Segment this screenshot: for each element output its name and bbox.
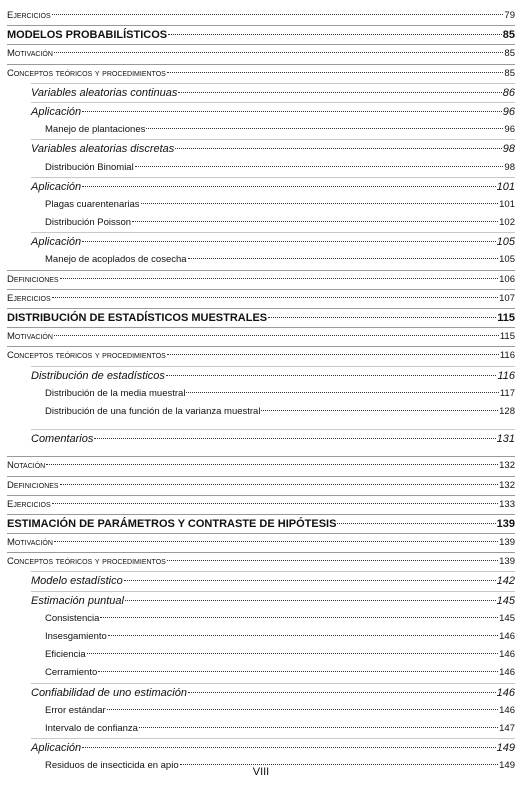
toc-entry-title: Motivación <box>7 48 53 60</box>
toc-entry[interactable] <box>7 214 515 232</box>
toc-entry[interactable] <box>7 65 515 83</box>
toc-entry[interactable] <box>7 196 515 214</box>
toc-entry-page: 142 <box>496 575 515 588</box>
toc-entry-page: 146 <box>499 667 515 679</box>
toc-entry[interactable] <box>7 271 515 289</box>
toc-entry-title: Distribución Binomial <box>45 161 134 173</box>
toc-entry-page: 101 <box>499 198 515 210</box>
toc-entry-page: 146 <box>499 631 515 642</box>
toc-entry-page: 107 <box>499 292 515 304</box>
toc-entry-title: Distribución de una función de la varianza muestral <box>45 405 261 417</box>
toc-entry[interactable] <box>7 592 515 610</box>
dot-leader <box>46 464 498 465</box>
toc-entry[interactable] <box>7 457 515 475</box>
toc-entry-page: 145 <box>496 594 515 607</box>
dot-leader <box>175 148 501 149</box>
toc-entry-title: Confiabilidad de uno estimación <box>31 686 187 699</box>
dot-leader <box>186 392 498 393</box>
toc-entry-page: 128 <box>499 405 515 417</box>
table-of-contents <box>7 7 515 776</box>
toc-entry[interactable] <box>7 7 515 25</box>
dot-leader <box>100 617 498 618</box>
dot-leader <box>135 166 504 167</box>
page-number: VIII <box>252 766 270 778</box>
toc-entry-title: Manejo de acoplados de cosecha <box>45 254 187 266</box>
toc-entry-page: 98 <box>502 143 515 156</box>
toc-entry-title: Aplicación <box>31 742 82 755</box>
dot-leader <box>139 727 498 728</box>
dot-leader <box>54 335 499 336</box>
toc-entry-title: Ejercicios <box>7 292 51 304</box>
toc-entry-page: 149 <box>496 742 515 755</box>
toc-entry-page: 105 <box>496 236 515 249</box>
toc-entry-title: Intervalo de confianza <box>45 722 138 734</box>
toc-entry-title: Aplicación <box>31 180 82 193</box>
toc-entry-page: 115 <box>497 312 515 324</box>
toc-entry-page: 132 <box>499 460 515 472</box>
dot-leader <box>98 671 498 672</box>
toc-entry-title: Comentarios <box>31 433 94 446</box>
toc-entry-page: 96 <box>504 124 515 136</box>
dot-leader <box>52 503 498 504</box>
toc-entry[interactable] <box>7 430 515 448</box>
toc-entry[interactable] <box>7 515 515 533</box>
toc-entry-page: 147 <box>499 722 515 734</box>
toc-entry-page: 101 <box>496 180 515 193</box>
toc-entry-page: 102 <box>499 217 515 229</box>
dot-leader <box>261 410 498 411</box>
toc-entry-page: 132 <box>499 479 515 491</box>
dot-leader <box>125 600 496 601</box>
toc-entry-title: Conceptos teóricos y procedimientos <box>7 350 166 362</box>
dot-leader <box>52 297 498 298</box>
toc-entry-page: 96 <box>502 105 515 118</box>
toc-entry[interactable] <box>7 664 515 682</box>
toc-entry-title: Variables aleatorias discretas <box>31 143 175 156</box>
toc-entry-title: Cerramiento <box>45 667 98 679</box>
toc-entry-title: Residuos de insecticida en apio <box>45 760 179 772</box>
toc-entry-page: 115 <box>499 331 515 343</box>
toc-entry-title: Motivación <box>7 537 53 549</box>
toc-entry[interactable] <box>7 45 515 63</box>
dot-leader <box>168 34 502 35</box>
toc-entry-title: Manejo de plantaciones <box>45 124 146 136</box>
toc-entry-page: 146 <box>496 686 515 699</box>
toc-entry-title: ESTIMACIÓN DE PARÁMETROS Y CONTRASTE DE HIPÓTESIS <box>7 517 337 530</box>
toc-entry-page: 105 <box>499 254 515 266</box>
dot-leader <box>188 258 499 259</box>
toc-entry[interactable] <box>7 103 515 121</box>
toc-entry-title: MODELOS PROBABILÍSTICOS <box>7 29 168 42</box>
toc-entry-page: 146 <box>499 649 515 661</box>
toc-entry-page: 139 <box>499 537 515 549</box>
toc-entry[interactable] <box>7 385 515 403</box>
dot-leader <box>166 375 497 376</box>
toc-entry-title: Aplicación <box>31 105 82 118</box>
toc-entry[interactable] <box>7 328 515 346</box>
toc-entry-page: 131 <box>496 433 515 446</box>
toc-entry-title: Definiciones <box>7 479 59 491</box>
toc-entry-title: Insesgamiento <box>45 631 107 642</box>
toc-entry[interactable] <box>7 233 515 251</box>
toc-entry-title: Motivación <box>7 331 53 343</box>
toc-entry[interactable] <box>7 553 515 571</box>
toc-entry-title: Distribución de estadísticos <box>31 369 165 382</box>
dot-leader <box>82 747 496 748</box>
toc-entry[interactable] <box>7 178 515 196</box>
toc-entry[interactable] <box>7 477 515 495</box>
dot-leader <box>52 14 504 15</box>
toc-entry-page: 85 <box>504 67 515 79</box>
dot-leader <box>60 484 499 485</box>
toc-entry-title: Aplicación <box>31 236 82 249</box>
dot-leader <box>82 186 496 187</box>
toc-entry[interactable] <box>7 140 515 158</box>
toc-entry[interactable] <box>7 628 515 646</box>
dot-leader <box>94 438 495 439</box>
toc-entry-title: Ejercicios <box>7 10 51 21</box>
toc-entry-title: Variables aleatorias continuas <box>31 86 178 99</box>
toc-entry-title: Plagas cuarentenarias <box>45 198 140 210</box>
toc-entry[interactable] <box>7 684 515 702</box>
toc-entry[interactable] <box>7 26 515 44</box>
toc-entry[interactable] <box>7 309 515 327</box>
dot-leader <box>132 221 498 222</box>
dot-leader <box>108 635 498 636</box>
toc-entry-title: Distribución de la media muestral <box>45 387 186 399</box>
toc-entry-page: 139 <box>499 556 515 568</box>
toc-entry[interactable] <box>7 367 515 385</box>
dot-leader <box>107 709 498 710</box>
dot-leader <box>60 278 499 279</box>
toc-entry[interactable] <box>7 290 515 308</box>
toc-entry[interactable] <box>7 121 515 139</box>
toc-entry[interactable] <box>7 720 515 738</box>
toc-entry-title: Ejercicios <box>7 498 51 510</box>
toc-entry-page: 149 <box>499 760 515 772</box>
toc-entry-page: 145 <box>499 612 515 624</box>
dot-leader <box>54 52 504 53</box>
toc-entry[interactable] <box>7 610 515 628</box>
dot-leader <box>188 692 496 693</box>
toc-entry-page: 85 <box>504 48 515 60</box>
toc-entry-page: 116 <box>499 350 515 362</box>
toc-entry-page: 85 <box>502 29 515 42</box>
dot-leader <box>167 560 498 561</box>
dot-leader <box>337 523 495 524</box>
toc-entry-title: Eficiencia <box>45 649 86 661</box>
toc-entry-page: 86 <box>502 86 515 99</box>
toc-entry[interactable] <box>7 534 515 552</box>
dot-leader <box>178 92 501 93</box>
toc-entry-page: 146 <box>499 704 515 716</box>
dot-leader <box>124 580 496 581</box>
dot-leader <box>268 317 496 318</box>
toc-entry-page: 116 <box>497 369 515 382</box>
toc-entry-title: Error estándar <box>45 704 106 716</box>
toc-entry-page: 139 <box>496 517 515 530</box>
dot-leader <box>87 653 498 654</box>
toc-entry-title: Definiciones <box>7 273 59 285</box>
toc-entry-page: 106 <box>499 273 515 285</box>
dot-leader <box>167 72 504 73</box>
toc-entry[interactable] <box>7 702 515 720</box>
toc-entry-title: Notación <box>7 460 46 472</box>
toc-entry[interactable] <box>7 739 515 757</box>
toc-entry[interactable] <box>7 572 515 590</box>
toc-entry-page: 133 <box>499 498 515 510</box>
toc-entry[interactable] <box>7 251 515 269</box>
dot-leader <box>82 111 502 112</box>
toc-entry-title: Modelo estadístico <box>31 575 123 588</box>
toc-entry-title: DISTRIBUCIÓN DE ESTADÍSTICOS MUESTRALES <box>7 312 268 324</box>
toc-entry[interactable] <box>7 646 515 664</box>
toc-entry[interactable] <box>7 496 515 514</box>
toc-entry[interactable] <box>7 84 515 102</box>
dot-leader <box>167 354 499 355</box>
toc-entry-page: 79 <box>504 10 515 21</box>
toc-entry-page: 117 <box>499 387 515 399</box>
toc-entry-title: Conceptos teóricos y procedimientos <box>7 67 166 79</box>
dot-leader <box>146 128 503 129</box>
dot-leader <box>54 541 498 542</box>
dot-leader <box>82 241 496 242</box>
toc-entry-title: Distribución Poisson <box>45 217 132 229</box>
dot-leader <box>141 203 499 204</box>
toc-entry-page: 98 <box>504 161 515 173</box>
toc-entry-title: Estimación puntual <box>31 594 124 607</box>
toc-entry-title: Consistencia <box>45 612 100 624</box>
toc-entry[interactable] <box>7 347 515 365</box>
toc-entry[interactable] <box>7 159 515 177</box>
toc-entry-title: Conceptos teóricos y procedimientos <box>7 556 166 568</box>
toc-entry[interactable] <box>7 403 515 421</box>
